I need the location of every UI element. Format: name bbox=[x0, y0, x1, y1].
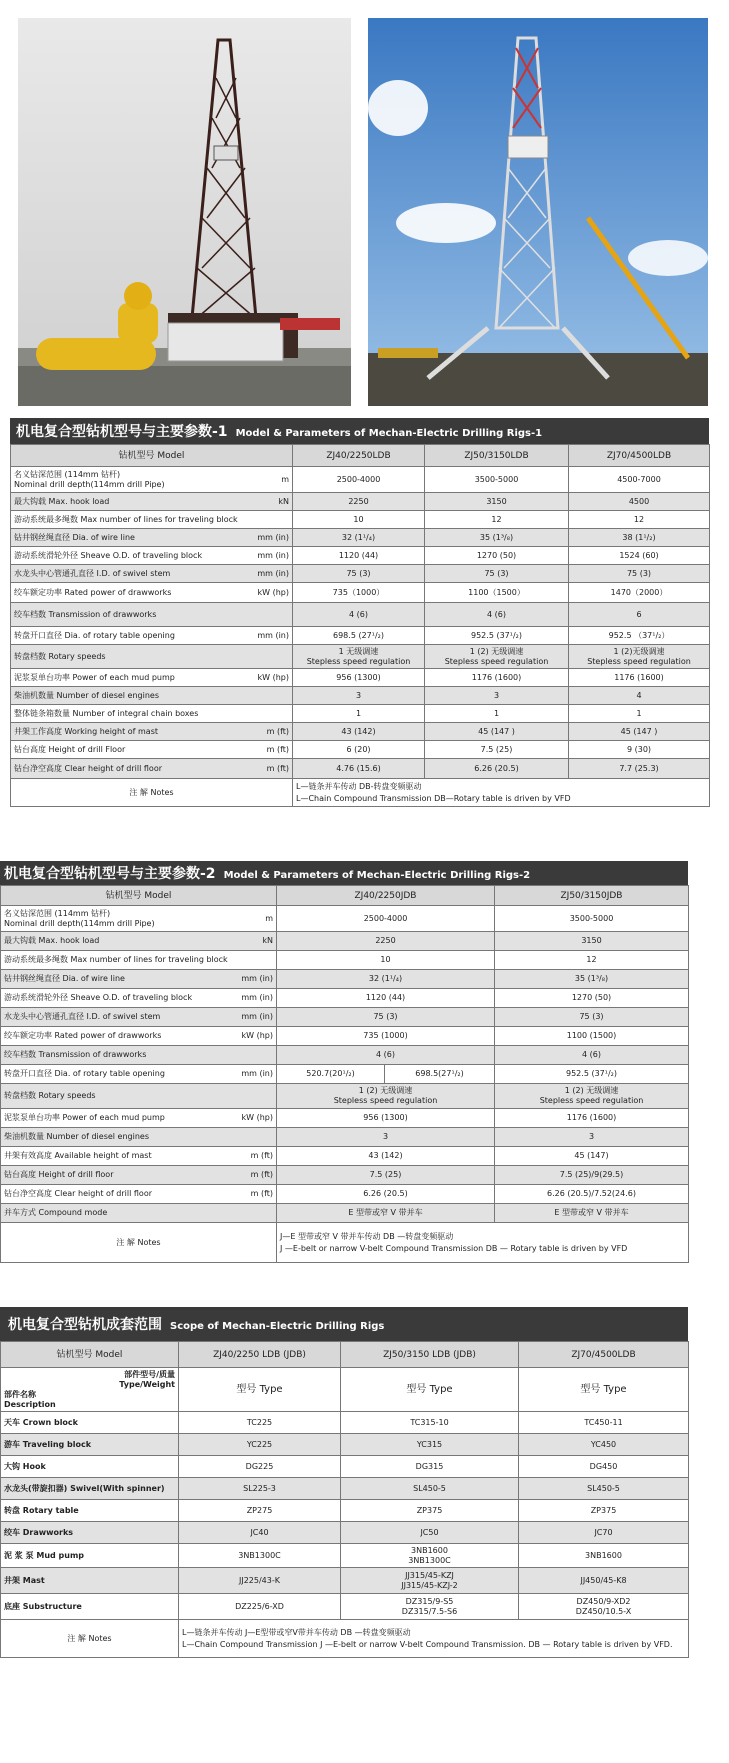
param-value: 3NB1300C bbox=[238, 1550, 281, 1560]
table3-title-cn: 机电复合型钻机成套范围 bbox=[8, 1317, 162, 1333]
table-row bbox=[11, 723, 710, 741]
param-label: 转盘档数 Rotary speeds bbox=[14, 651, 106, 661]
table1-header-bar bbox=[10, 418, 709, 444]
table-row bbox=[1, 1147, 689, 1166]
param-value: 12 bbox=[491, 514, 502, 524]
param-value: 35 (1³/₈) bbox=[479, 532, 514, 542]
param-value: 1176 (1600) bbox=[614, 672, 664, 682]
component-label: 绞车 Drawworks bbox=[4, 1527, 74, 1537]
param-value: 4500 bbox=[628, 496, 650, 506]
param-value: 7.5 (25)/9(29.5) bbox=[559, 1170, 624, 1179]
model-label: 钻机型号 Model bbox=[56, 1349, 123, 1360]
table-row bbox=[11, 645, 710, 669]
param-value: DG315 bbox=[415, 1461, 444, 1471]
param-value-en: Stepless speed regulation bbox=[444, 656, 549, 666]
param-value: 1 (2) 无级调速 bbox=[564, 1086, 619, 1095]
param-value: 1100（1500） bbox=[468, 587, 525, 597]
table-row bbox=[1, 932, 689, 951]
param-label: 游动系统滑轮外径 Sheave O.D. of traveling block bbox=[14, 550, 203, 560]
param-label: 绞车档数 Transmission of drawworks bbox=[14, 609, 157, 619]
note-line: L—链条并车传动 J—E型带或窄V带并车传动 DB —转盘变频驱动 bbox=[182, 1627, 411, 1637]
param-label: 井架工作高度 Working height of mast bbox=[14, 726, 159, 736]
param-value: 3NB1600 3NB1300C bbox=[408, 1545, 451, 1565]
param-unit: m (ft) bbox=[266, 763, 289, 773]
param-value: 1 无级调速 bbox=[338, 646, 379, 656]
param-label: 并车方式 Compound mode bbox=[4, 1208, 108, 1217]
table-row bbox=[1, 1128, 689, 1147]
param-value: 7.5 (25) bbox=[369, 1170, 402, 1179]
param-value: 2500-4000 bbox=[363, 913, 408, 923]
table1-title-en: Model & Parameters of Mechan-Electric Drilling Rigs-1 bbox=[235, 428, 543, 439]
param-value: 735 (1000) bbox=[363, 1031, 408, 1040]
param-value: 1120 (44) bbox=[365, 993, 406, 1002]
param-value: TC315-10 bbox=[410, 1417, 449, 1427]
param-value: 1 (2) 无级调速 bbox=[358, 1086, 413, 1095]
table-row bbox=[1, 1456, 689, 1478]
table1-notes-row bbox=[11, 779, 710, 807]
param-value: 6 bbox=[636, 609, 642, 619]
param-label: 游动系统最多绳数 Max number of lines for traveling block bbox=[4, 955, 228, 964]
table2-title-cn: 机电复合型钻机型号与主要参数-2 bbox=[4, 866, 216, 882]
param-value: ZP375 bbox=[416, 1505, 443, 1515]
param-value: 1 bbox=[493, 708, 500, 718]
param-unit: kN bbox=[278, 496, 289, 506]
param-label: 柴油机数量 Number of diesel engines bbox=[4, 1132, 150, 1141]
model-name: ZJ40/2250 LDB (JDB) bbox=[213, 1349, 306, 1360]
param-label-en: Nominal drill depth(114mm drill Pipe) bbox=[14, 479, 165, 489]
table3-section bbox=[0, 1307, 688, 1658]
param-value: 1270 (50) bbox=[476, 550, 517, 560]
note-line: J —E-belt or narrow V-belt Compound Transmission DB — Rotary table is driven by VFD bbox=[280, 1243, 628, 1253]
param-value: 35 (1³/₈) bbox=[574, 974, 609, 983]
table3-header-bar bbox=[0, 1307, 688, 1341]
component-label: 天车 Crown block bbox=[4, 1417, 78, 1427]
param-value: YC450 bbox=[590, 1439, 617, 1449]
param-unit: m bbox=[265, 913, 273, 923]
param-value: 32 (1¹/₄) bbox=[341, 532, 376, 542]
param-value: 735（1000） bbox=[332, 587, 385, 597]
param-label: 水龙头中心管通孔直径 I.D. of swivel stem bbox=[14, 568, 171, 578]
param-unit: mm (in) bbox=[241, 1012, 273, 1021]
table-row bbox=[1, 1065, 689, 1084]
param-value: 520.7(20¹/₂) bbox=[306, 1069, 355, 1078]
param-label: 转盘档数 Rotary speeds bbox=[4, 1091, 96, 1100]
param-value: 6 (20) bbox=[346, 744, 371, 754]
subheader-description: 部件名称 bbox=[4, 1389, 36, 1399]
param-label: 钻井钢丝绳直径 Dia. of wire line bbox=[4, 974, 125, 983]
table2-header-row bbox=[1, 886, 689, 906]
param-value: 1176 (1600) bbox=[566, 1113, 617, 1122]
param-value: TC450-11 bbox=[584, 1417, 623, 1427]
param-value: JC70 bbox=[594, 1527, 613, 1537]
param-unit: mm (in) bbox=[241, 993, 273, 1002]
param-value: 698.5(27¹/₂) bbox=[415, 1069, 464, 1078]
table3-subheader-row bbox=[1, 1368, 689, 1412]
table1-section bbox=[10, 418, 709, 807]
param-value: 3150 bbox=[581, 936, 602, 945]
param-value: 3 bbox=[588, 1132, 595, 1141]
table-row bbox=[1, 951, 689, 970]
param-label-en: Nominal drill depth(114mm drill Pipe) bbox=[4, 918, 155, 928]
table-row bbox=[11, 705, 710, 723]
note-line: L—Chain Compound Transmission J —E-belt or narrow V-belt Compound Transmission. DB — Rotary table is driven by VFD. bbox=[182, 1639, 673, 1649]
table1 bbox=[10, 444, 710, 807]
table-row bbox=[11, 467, 710, 493]
param-unit: mm (in) bbox=[257, 630, 289, 640]
param-value: 3500-5000 bbox=[569, 913, 614, 923]
param-value: 3 bbox=[382, 1132, 389, 1141]
table3-header-row bbox=[1, 1342, 689, 1368]
table-row bbox=[1, 1500, 689, 1522]
param-unit: mm (in) bbox=[241, 1069, 273, 1078]
param-value: 45 (147 ) bbox=[478, 726, 515, 736]
param-label: 钻台高度 Height of drill Floor bbox=[14, 744, 126, 754]
param-label: 名义钻深范围 (114mm 钻杆) bbox=[14, 469, 121, 479]
param-value: DZ225/6-XD bbox=[235, 1601, 284, 1611]
param-value: 1270 (50) bbox=[571, 993, 612, 1002]
param-unit: m (ft) bbox=[250, 1170, 273, 1179]
param-value: 698.5 (27¹/₂) bbox=[333, 630, 384, 640]
param-value: 7.7 (25.3) bbox=[619, 763, 659, 773]
table-row bbox=[1, 1568, 689, 1594]
component-label: 水龙头(带旋扣器) Swivel(With spinner) bbox=[4, 1483, 165, 1493]
param-value: 1 bbox=[355, 708, 362, 718]
param-unit: kN bbox=[262, 936, 273, 945]
table-row bbox=[1, 1544, 689, 1568]
table-row bbox=[1, 1109, 689, 1128]
component-label: 转盘 Rotary table bbox=[4, 1505, 79, 1515]
param-label: 泥浆泵单台功率 Power of each mud pump bbox=[4, 1113, 165, 1122]
param-value: JJ225/43-K bbox=[239, 1575, 280, 1585]
model-name: ZJ40/2250LDB bbox=[326, 450, 391, 461]
param-value: 4 (6) bbox=[349, 609, 368, 619]
param-value: 952.5 （37¹/₂） bbox=[608, 630, 670, 640]
param-value: 4 (6) bbox=[376, 1050, 395, 1059]
notes-label: 注 解 Notes bbox=[129, 787, 174, 797]
param-label: 游动系统滑轮外径 Sheave O.D. of traveling block bbox=[4, 993, 193, 1002]
param-value: 12 bbox=[633, 514, 645, 524]
param-value: 9 (30) bbox=[626, 744, 652, 754]
table-row bbox=[11, 687, 710, 705]
table-row bbox=[1, 1008, 689, 1027]
param-value: 2250 bbox=[348, 496, 369, 506]
param-value: TC225 bbox=[246, 1417, 273, 1427]
param-value: E 型带或窄 V 带并车 bbox=[554, 1208, 629, 1217]
param-label: 泥浆泵单台功率 Power of each mud pump bbox=[14, 672, 175, 682]
param-value: 7.5 (25) bbox=[480, 744, 513, 754]
model-name: ZJ70/4500LDB bbox=[606, 450, 672, 461]
table-row bbox=[1, 1027, 689, 1046]
param-label: 最大钩载 Max. hook load bbox=[4, 936, 100, 945]
param-label: 井架有效高度 Available height of mast bbox=[4, 1151, 152, 1160]
note-line: L—Chain Compound Transmission DB—Rotary table is driven by VFD bbox=[296, 793, 571, 803]
param-value: 1470（2000） bbox=[610, 587, 668, 597]
param-unit: m (ft) bbox=[266, 726, 289, 736]
component-label: 底座 Substructure bbox=[4, 1601, 82, 1611]
type-label: 型号 Type bbox=[406, 1383, 453, 1395]
table-row bbox=[1, 1412, 689, 1434]
photo-rig-right bbox=[368, 18, 708, 406]
notes-label: 注 解 Notes bbox=[116, 1237, 161, 1247]
param-value: SL450-5 bbox=[413, 1483, 446, 1493]
param-value: 75 (3) bbox=[346, 568, 371, 578]
model-name: ZJ50/3150JDB bbox=[560, 890, 623, 901]
param-value: 75 (3) bbox=[579, 1012, 604, 1021]
param-unit: kW (hp) bbox=[257, 587, 289, 597]
table3-notes-row bbox=[1, 1620, 689, 1658]
table2-header-bar bbox=[0, 861, 688, 885]
model-name: ZJ50/3150 LDB (JDB) bbox=[383, 1349, 476, 1360]
param-value: E 型带或窄 V 带并车 bbox=[348, 1208, 423, 1217]
param-label: 转盘开口直径 Dia. of rotary table opening bbox=[4, 1069, 165, 1078]
table-row bbox=[11, 603, 710, 627]
notes-label: 注 解 Notes bbox=[67, 1633, 112, 1643]
table-row bbox=[1, 1204, 689, 1223]
param-label: 钻台净空高度 Clear height of drill floor bbox=[4, 1189, 152, 1198]
param-value: 3 bbox=[493, 690, 500, 700]
table-row bbox=[11, 627, 710, 645]
param-value: DG450 bbox=[589, 1461, 618, 1471]
param-value: 3150 bbox=[486, 496, 507, 506]
param-value-en: Stepless speed regulation bbox=[333, 1096, 438, 1105]
table-row bbox=[11, 669, 710, 687]
subheader-type-weight: 部件型号/质量 bbox=[124, 1369, 175, 1379]
param-value: SL450-5 bbox=[587, 1483, 620, 1493]
param-unit: kW (hp) bbox=[241, 1031, 273, 1040]
table2 bbox=[0, 885, 689, 1263]
param-value: SL225-3 bbox=[243, 1483, 276, 1493]
param-value: 1 (2) 无级调速 bbox=[469, 646, 524, 656]
param-value: 4 (6) bbox=[582, 1050, 601, 1059]
table-row bbox=[1, 1594, 689, 1620]
param-unit: m (ft) bbox=[250, 1151, 273, 1160]
param-value: 12 bbox=[586, 955, 597, 964]
param-label: 钻台高度 Height of drill floor bbox=[4, 1170, 114, 1179]
param-value: 6.26 (20.5) bbox=[474, 763, 519, 773]
param-value: 1176 (1600) bbox=[471, 672, 522, 682]
table-row bbox=[1, 1522, 689, 1544]
note-line: J—E 型带或窄 V 带并车传动 DB —转盘变频驱动 bbox=[280, 1231, 454, 1241]
type-label: 型号 Type bbox=[580, 1383, 627, 1395]
table1-title-cn: 机电复合型钻机型号与主要参数-1 bbox=[16, 424, 228, 440]
param-label: 最大钩载 Max. hook load bbox=[14, 496, 110, 506]
table3 bbox=[0, 1341, 689, 1658]
note-line: L—链条并车传动 DB-转盘变频驱动 bbox=[296, 781, 422, 791]
param-value: 2500-4000 bbox=[336, 474, 381, 484]
param-value: ZP375 bbox=[590, 1505, 617, 1515]
table-row bbox=[1, 1166, 689, 1185]
table2-title-en: Model & Parameters of Mechan-Electric Drilling Rigs-2 bbox=[223, 870, 531, 881]
table-row bbox=[1, 906, 689, 932]
param-value: 1120 (44) bbox=[338, 550, 379, 560]
param-value: 10 bbox=[380, 955, 391, 964]
table-row bbox=[11, 759, 710, 779]
param-label: 绞车档数 Transmission of drawworks bbox=[4, 1050, 147, 1059]
param-value: 75 (3) bbox=[484, 568, 509, 578]
param-value: 1524 (60) bbox=[619, 550, 659, 560]
param-label: 绞车额定功率 Rated power of drawworks bbox=[14, 587, 172, 597]
param-unit: m bbox=[281, 474, 289, 484]
table-row bbox=[1, 1185, 689, 1204]
table-row bbox=[11, 583, 710, 603]
param-label: 柴油机数量 Number of diesel engines bbox=[14, 690, 160, 700]
param-value: JC50 bbox=[420, 1527, 439, 1537]
table2-notes-row bbox=[1, 1223, 689, 1263]
param-value-en: Stepless speed regulation bbox=[306, 656, 411, 666]
param-unit: kW (hp) bbox=[241, 1113, 273, 1122]
table3-title-en: Scope of Mechan-Electric Drilling Rigs bbox=[170, 1321, 385, 1332]
param-value: JJ315/45-KZJ JJ315/45-KZJ-2 bbox=[401, 1570, 458, 1590]
param-value: 956 (1300) bbox=[336, 672, 381, 682]
param-unit: m (ft) bbox=[266, 744, 289, 754]
param-value: 3NB1600 bbox=[585, 1550, 622, 1560]
param-value: JJ450/45-K8 bbox=[580, 1575, 627, 1585]
param-label: 钻井钢丝绳直径 Dia. of wire line bbox=[14, 532, 135, 542]
param-value: 952.5 (37¹/₂) bbox=[471, 630, 522, 640]
table-row bbox=[1, 1434, 689, 1456]
table-row bbox=[11, 565, 710, 583]
param-value: 3500-5000 bbox=[474, 474, 519, 484]
param-value: 45 (147) bbox=[574, 1151, 609, 1160]
param-value: YC225 bbox=[246, 1439, 273, 1449]
param-value: 4500-7000 bbox=[617, 474, 661, 484]
type-label: 型号 Type bbox=[236, 1383, 283, 1395]
param-value: 1100 (1500) bbox=[566, 1031, 617, 1040]
param-value: 45 (147 ) bbox=[620, 726, 658, 736]
param-unit: mm (in) bbox=[257, 568, 289, 578]
model-label: 钻机型号 Model bbox=[105, 890, 172, 901]
component-label: 大钩 Hook bbox=[4, 1461, 46, 1471]
param-value: 43 (142) bbox=[341, 726, 376, 736]
component-label: 泥 浆 泵 Mud pump bbox=[4, 1550, 85, 1560]
component-label: 游车 Traveling block bbox=[4, 1439, 92, 1449]
param-label: 钻台净空高度 Clear height of drill floor bbox=[14, 763, 162, 773]
param-label: 水龙头中心管通孔直径 I.D. of swivel stem bbox=[4, 1012, 161, 1021]
param-label: 转盘开口直径 Dia. of rotary table opening bbox=[14, 630, 175, 640]
table-row bbox=[11, 493, 710, 511]
param-value-en: Stepless speed regulation bbox=[539, 1096, 644, 1105]
param-value: 956 (1300) bbox=[363, 1113, 408, 1122]
param-value: 2250 bbox=[375, 936, 396, 945]
model-name: ZJ70/4500LDB bbox=[571, 1349, 636, 1360]
param-label: 整体链条箱数量 Number of integral chain boxes bbox=[14, 708, 199, 718]
param-value: 32 (1¹/₄) bbox=[368, 974, 403, 983]
param-value: 4 bbox=[636, 690, 642, 700]
table-row bbox=[1, 989, 689, 1008]
table-row bbox=[11, 741, 710, 759]
param-value: 4 (6) bbox=[487, 609, 506, 619]
param-value: 75 (3) bbox=[373, 1012, 398, 1021]
photo-rig-left bbox=[18, 18, 351, 406]
param-value: 1 bbox=[636, 708, 642, 718]
table-row bbox=[11, 547, 710, 565]
param-value: DZ315/9-S5 DZ315/7.5-S6 bbox=[401, 1596, 458, 1616]
param-unit: m (ft) bbox=[250, 1189, 273, 1198]
param-value: DG225 bbox=[245, 1461, 274, 1471]
table-row bbox=[11, 511, 710, 529]
table2-section bbox=[0, 861, 688, 1263]
param-label: 游动系统最多绳数 Max number of lines for traveling block bbox=[14, 514, 238, 524]
param-unit: kW (hp) bbox=[257, 672, 289, 682]
table-row bbox=[1, 1046, 689, 1065]
param-value: 10 bbox=[353, 514, 364, 524]
param-value: 952.5 (37¹/₂) bbox=[566, 1069, 617, 1078]
table-row bbox=[1, 970, 689, 989]
param-value: DZ450/9-XD2 DZ450/10.5-X bbox=[575, 1596, 632, 1616]
param-label: 名义钻深范围 (114mm 钻杆) bbox=[4, 908, 111, 918]
param-value: 1 (2)无级调速 bbox=[613, 646, 665, 656]
param-value: JC40 bbox=[250, 1527, 269, 1537]
param-value: 6.26 (20.5)/7.52(24.6) bbox=[547, 1189, 636, 1198]
component-label: 井架 Mast bbox=[4, 1575, 45, 1585]
table-row bbox=[11, 529, 710, 547]
param-value: 6.26 (20.5) bbox=[363, 1189, 408, 1198]
model-name: ZJ50/3150LDB bbox=[464, 450, 529, 461]
param-value: ZP275 bbox=[246, 1505, 273, 1515]
table-row bbox=[1, 1084, 689, 1109]
param-label: 绞车额定功率 Rated power of drawworks bbox=[4, 1031, 162, 1040]
subheader-description-en: Description bbox=[4, 1399, 56, 1409]
param-value: 43 (142) bbox=[368, 1151, 403, 1160]
param-unit: mm (in) bbox=[257, 532, 289, 542]
table-row bbox=[1, 1478, 689, 1500]
param-unit: mm (in) bbox=[241, 974, 273, 983]
table1-header-row bbox=[11, 445, 710, 467]
param-value: 3 bbox=[355, 690, 362, 700]
param-value: 4.76 (15.6) bbox=[336, 763, 381, 773]
param-value-en: Stepless speed regulation bbox=[587, 656, 691, 666]
model-label: 钻机型号 Model bbox=[118, 450, 185, 461]
param-value: 38 (1¹/₂) bbox=[622, 532, 656, 542]
subheader-type-weight-en: Type/Weight bbox=[119, 1379, 175, 1389]
model-name: ZJ40/2250JDB bbox=[354, 890, 417, 901]
param-value: YC315 bbox=[416, 1439, 443, 1449]
param-value: 75 (3) bbox=[626, 568, 652, 578]
param-unit: mm (in) bbox=[257, 550, 289, 560]
